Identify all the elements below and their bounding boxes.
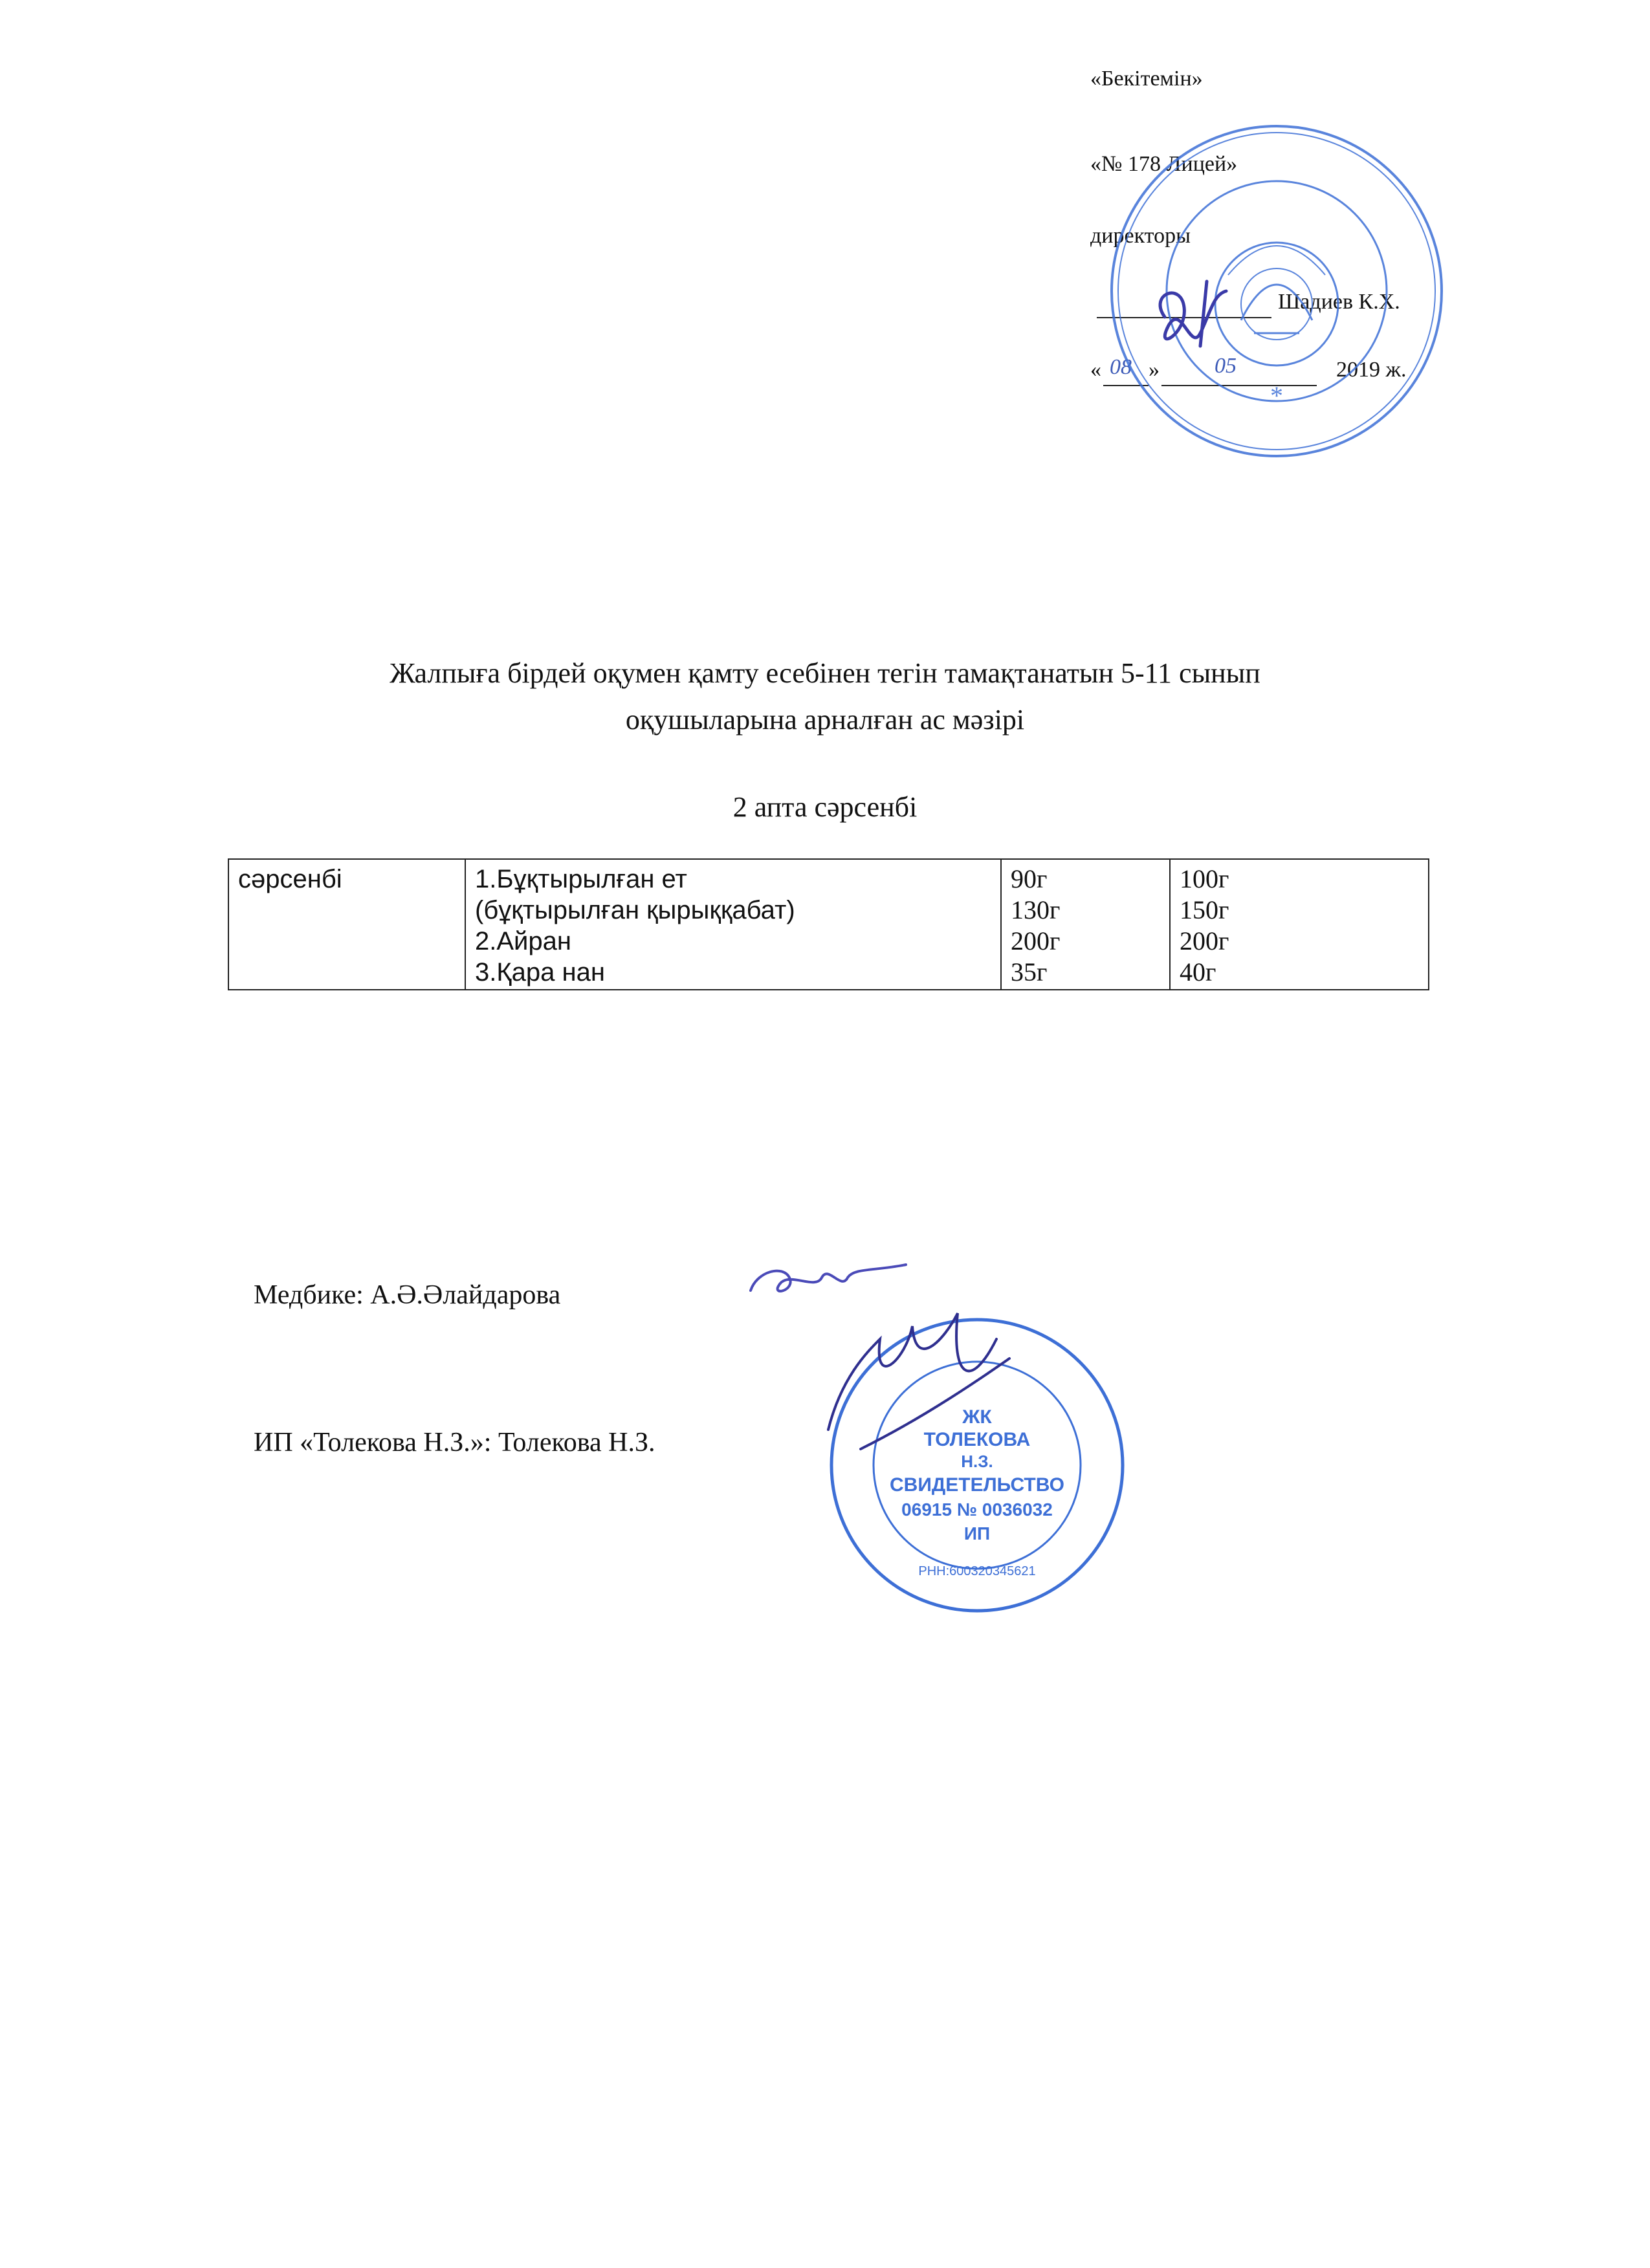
title-line-1: Жалпыға бірдей оқумен қамту есебінен тегін тамақтанатын 5-11 сынып [390,657,1260,689]
stamp-line: ТОЛЕКОВА [923,1429,1031,1450]
portion-large: 100г [1180,864,1229,893]
director-name: Шадиев К.Х. [1278,290,1400,314]
portion-large: 200г [1180,926,1229,955]
svg-text:*: * [1270,381,1283,410]
date-year: 2019 ж. [1336,358,1407,382]
title-line-2: оқушыларына арналған ас мәзірі [625,704,1025,736]
portion-small: 200г [1011,926,1061,955]
stamp-line: СВИДЕТЕЛЬСТВО [890,1474,1064,1496]
day-cell [228,859,465,990]
menu-table [228,858,1429,990]
date-open-quote: « [1090,358,1101,382]
nurse-signature-line: Медбике: А.Ә.Әлайдарова [254,1280,561,1310]
portion-large: 40г [1180,957,1216,987]
school-name: «№ 178 Лицей» [1090,152,1238,176]
stamp-line: Н.З. [961,1452,993,1471]
dish-item: (бұқтырылған қырыққабат) [475,896,795,924]
portion-small: 90г [1011,864,1048,893]
portion-small: 35г [1011,957,1048,987]
portion-small-cell [1001,859,1170,990]
director-signature [1129,256,1259,385]
day-label: сәрсенбі [238,865,342,893]
stamp-line: 06915 № 0036032 [901,1499,1053,1520]
date-month: 05 [1215,354,1237,378]
stamp-line: ИП [963,1523,991,1543]
portion-large: 150г [1180,895,1229,924]
date-day: 08 [1110,355,1132,379]
stamp-line: ЖК [962,1406,992,1428]
week-day-subtitle: 2 апта сәрсенбі [732,791,918,823]
table-row [228,859,1429,990]
portion-large-cell [1170,859,1429,990]
document-title [194,650,1456,743]
approval-heading: «Бекітемін» [1090,67,1203,91]
dishes-cell [465,859,1001,990]
portion-small: 130г [1011,895,1061,924]
supplier-signature [802,1300,1048,1468]
stamp-line: РНН:600320345621 [918,1564,1036,1578]
dish-item: 1.Бұқтырылған ет [475,865,687,893]
director-position: директоры [1090,224,1191,248]
dish-item: 2.Айран [475,927,571,955]
dish-item: 3.Қара нан [475,958,605,987]
supplier-signature-line: ИП «Толекова Н.З.»: Толекова Н.З. [254,1428,655,1457]
date-close-quote: » [1149,358,1160,382]
